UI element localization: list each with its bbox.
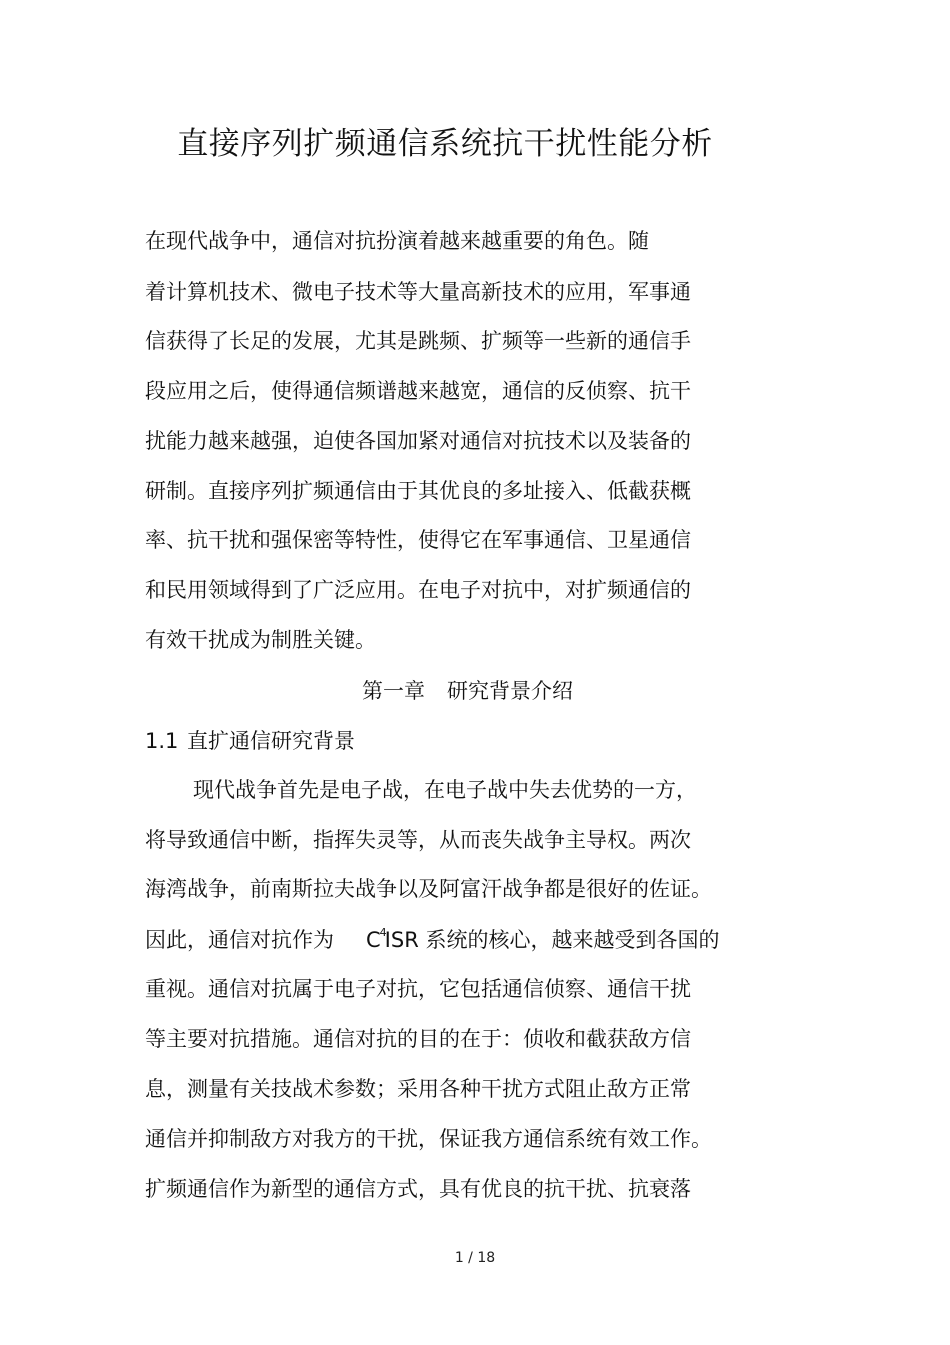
intro-line: 在现代战争中，通信对抗扮演着越来越重要的角色。随 (145, 229, 649, 253)
c4isr-letters: ISR (384, 928, 419, 952)
body-line: 通信并抑制敌方对我方的干扰，保证我方通信系统有效工作。 (145, 1127, 712, 1151)
body-line: 将导致通信中断，指挥失灵等，从而丧失战争主导权。两次 (145, 828, 691, 852)
c4isr-superscript: 4 (379, 926, 387, 939)
intro-line: 研制。直接序列扩频通信由于其优良的多址接入、低截获概 (145, 479, 691, 503)
page-indicator: 1 / 18 (454, 1250, 496, 1266)
body-line: 现代战争首先是电子战，在电子战中失去优势的一方， (193, 778, 697, 802)
body-line: 等主要对抗措施。通信对抗的目的在于：侦收和截获敌方信 (145, 1027, 691, 1051)
document-title: 直接序列扩频通信系统抗干扰性能分析 (177, 126, 713, 162)
c4isr-line-suffix: 系统的核心，越来越受到各国的 (418, 928, 720, 952)
body-line: 息，测量有关技战术参数；采用各种干扰方式阻止敌方正常 (145, 1077, 691, 1101)
c4isr-line-prefix: 因此，通信对抗作为 (145, 928, 334, 952)
chapter-heading (0, 676, 935, 706)
section-heading (145, 726, 355, 756)
intro-line: 和民用领域得到了广泛应用。在电子对抗中，对扩频通信的 (145, 578, 691, 602)
section-name: 直扩通信研究背景 (187, 729, 355, 753)
body-line: 重视。通信对抗属于电子对抗，它包括通信侦察、通信干扰 (145, 977, 691, 1001)
intro-line: 着计算机技术、微电子技术等大量高新技术的应用，军事通 (145, 280, 691, 304)
c4isr-line (145, 925, 719, 959)
intro-line: 段应用之后，使得通信频谱越来越宽，通信的反侦察、抗干 (145, 379, 691, 403)
intro-line: 信获得了长足的发展，尤其是跳频、扩频等一些新的通信手 (145, 329, 691, 353)
intro-line: 扰能力越来越强，迫使各国加紧对通信对抗技术以及装备的 (145, 429, 691, 453)
body-line: 扩频通信作为新型的通信方式，具有优良的抗干扰、抗衰落 (145, 1177, 691, 1201)
body-line: 海湾战争，前南斯拉夫战争以及阿富汗战争都是很好的佐证。 (145, 877, 712, 901)
c4isr-c-letter: C (366, 928, 381, 952)
intro-line: 有效干扰成为制胜关键。 (145, 628, 376, 652)
section-number: 1.1 (145, 729, 179, 753)
chapter-label: 第一章 (362, 679, 425, 703)
chapter-name: 研究背景介绍 (447, 679, 573, 703)
intro-line: 率、抗干扰和强保密等特性，使得它在军事通信、卫星通信 (145, 528, 691, 552)
